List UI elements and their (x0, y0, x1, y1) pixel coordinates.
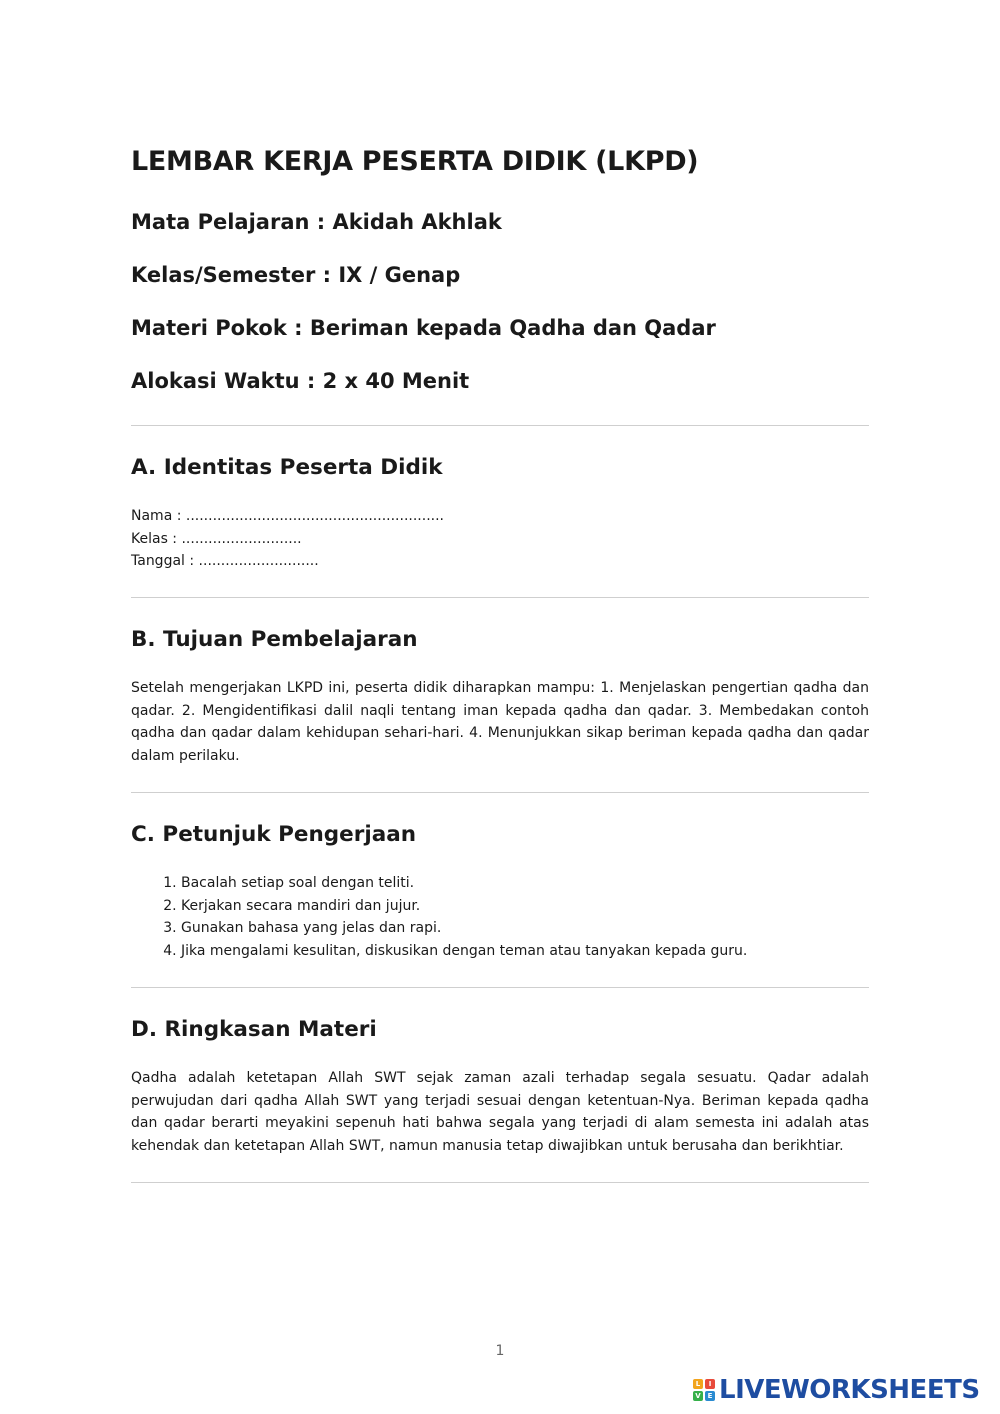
instructions-list (131, 872, 747, 962)
divider (131, 792, 869, 793)
document-title: LEMBAR KERJA PESERTA DIDIK (LKPD) (131, 146, 699, 177)
logo-cell-e: E (705, 1391, 715, 1401)
logo-cell-v: V (693, 1391, 703, 1401)
class-semester-line: Kelas/Semester : IX / Genap (131, 263, 461, 287)
divider (131, 1182, 869, 1183)
learning-objectives-text: Setelah mengerjakan LKPD ini, peserta didik diharapkan mampu: 1. Menjelaskan pengertian qadha dan qadar. 2. Mengidentifikasi dalil naqli tentang iman kepada qadha dan qadar. 3. Membedakan contoh qadha dan qadar dalam kehidupan sehari-hari. 4. Menunjukkan sikap beriman kepada qadha dan qadar dalam perilaku. (131, 680, 869, 764)
student-identity-fields (131, 505, 444, 573)
logo-cell-l: L (693, 1379, 703, 1389)
instruction-item: 2. Kerjakan secara mandiri dan jujur. (181, 895, 747, 918)
section-b-heading: B. Tujuan Pembelajaran (131, 627, 418, 652)
name-field[interactable]: Nama : .......................................................... (131, 508, 444, 524)
instruction-item: 1. Bacalah setiap soal dengan teliti. (181, 872, 747, 895)
subject-line: Mata Pelajaran : Akidah Akhlak (131, 210, 502, 234)
instruction-item: 3. Gunakan bahasa yang jelas dan rapi. (181, 917, 747, 940)
topic-line: Materi Pokok : Beriman kepada Qadha dan Qadar (131, 316, 716, 340)
page-number: 1 (495, 1343, 505, 1359)
section-c-heading: C. Petunjuk Pengerjaan (131, 822, 417, 847)
liveworksheets-logo[interactable] (693, 1374, 980, 1406)
class-field[interactable]: Kelas : ........................... (131, 530, 302, 547)
material-summary-text: Qadha adalah ketetapan Allah SWT sejak zaman azali terhadap segala sesuatu. Qadar adalah perwujudan dari qadha Allah SWT yang terjadi sesuai dengan ketentuan-Nya. Beriman kepada qadha dan qadar berarti meyakini sepenuh hati bahwa segala yang terjadi di alam semesta ini adalah atas kehendak dan ketetapan Allah SWT, namun manusia tetap diwajibkan untuk berusaha dan berikhtiar. (131, 1070, 869, 1154)
section-a-heading: A. Identitas Peserta Didik (131, 455, 443, 480)
logo-cell-i: I (705, 1379, 715, 1389)
divider (131, 425, 869, 426)
divider (131, 987, 869, 988)
instruction-item: 4. Jika mengalami kesulitan, diskusikan dengan teman atau tanyakan kepada guru. (181, 940, 747, 963)
section-d-heading: D. Ringkasan Materi (131, 1017, 377, 1042)
liveworksheets-logo-text: LIVEWORKSHEETS (719, 1375, 980, 1405)
liveworksheets-logo-icon (693, 1379, 715, 1401)
time-allocation-line: Alokasi Waktu : 2 x 40 Menit (131, 369, 470, 393)
divider (131, 597, 869, 598)
date-field[interactable]: Tanggal : ........................... (131, 553, 319, 569)
